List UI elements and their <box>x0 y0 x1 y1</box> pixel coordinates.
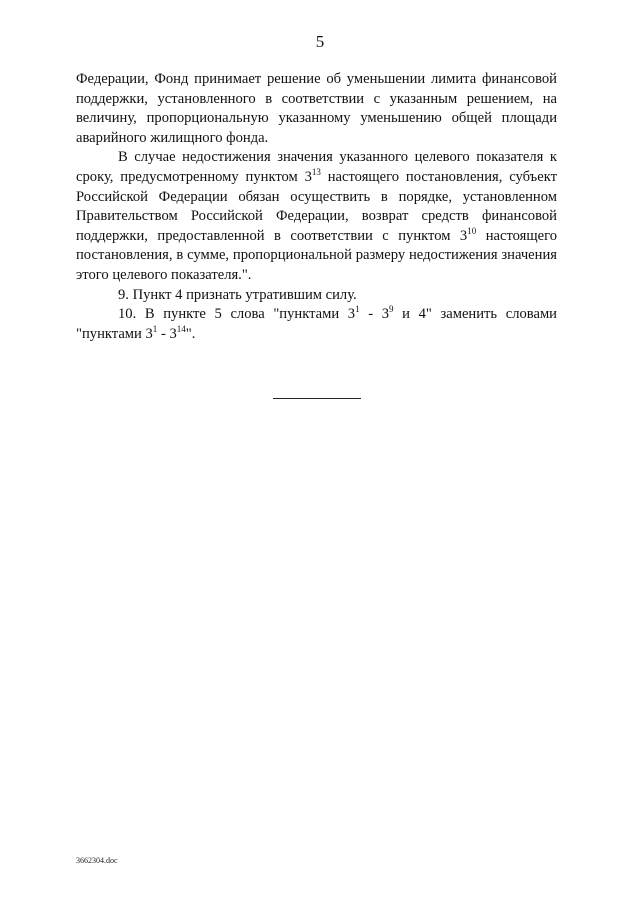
superscript: 1 <box>355 304 360 315</box>
text-run: и 4" заменить словами "пунктами 3 <box>76 306 557 342</box>
superscript: 10 <box>467 225 477 236</box>
end-of-document-rule <box>273 398 361 399</box>
text-run: - 3 <box>359 306 390 323</box>
text-run: настоящего постановления, в сумме, пропорциональной размеру недостижения значения этого целевого показателя.". <box>76 227 558 283</box>
text-run: В случае недостижения значения указанного целевого показателя к сроку, предусмотренному пунктом 3 <box>76 149 557 185</box>
text-run: ". <box>185 325 196 342</box>
page-number: 5 <box>315 32 325 51</box>
paragraph-continuation: Федерации, Фонд принимает решение об уменьшении лимита финансовой поддержки, установленного в соответствии с указанным решением, на величину, пропорциональную указанному уменьшению общей площади аварийного жилищного фонда. <box>76 71 557 146</box>
superscript: 13 <box>311 166 321 177</box>
text-run: 10. В пункте 5 слова "пунктами 3 <box>118 306 356 323</box>
paragraph-target-indicator <box>76 148 557 285</box>
superscript: 14 <box>176 323 186 334</box>
paragraph-item-9: 9. Пункт 4 признать утратившим силу. <box>118 286 357 303</box>
superscript: 9 <box>389 304 394 315</box>
paragraph-item-10 <box>76 305 557 344</box>
document-body <box>76 70 557 344</box>
text-run: настоящего постановления, субъект Российской Федерации обязан осуществить в порядке, установленном Правительством Российской Федерации, возврат средств финансовой поддержки, предоставленной в соответствии с пунктом 3 <box>76 168 557 244</box>
superscript: 1 <box>152 323 158 334</box>
footer-document-id: 3662304.doc <box>76 856 118 865</box>
text-run: - 3 <box>157 325 177 342</box>
